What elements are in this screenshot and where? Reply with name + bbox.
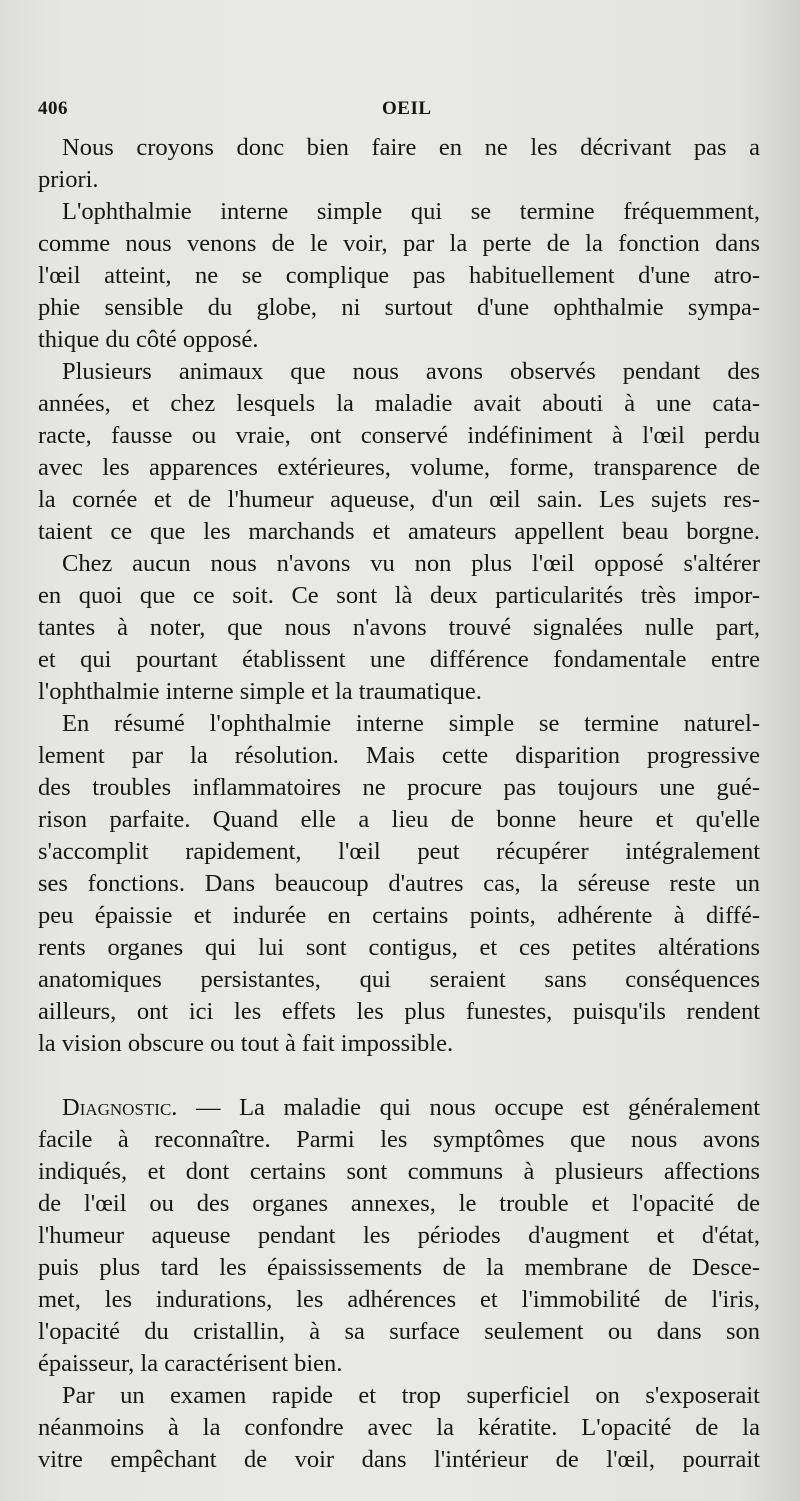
line-text: phie sensible du globe, ni surtout d'une ophthalmie sympa- xyxy=(38,294,760,321)
line-text: en quoi que ce soit. Ce sont là deux particularités très impor- xyxy=(38,582,760,609)
text-line xyxy=(38,516,760,548)
page-number: 406 xyxy=(38,98,68,119)
text-line xyxy=(38,1412,760,1444)
text-line xyxy=(38,388,760,420)
line-text: lement par la résolution. Mais cette disparition progressive xyxy=(38,742,760,769)
text-line xyxy=(38,1444,760,1476)
line-text: met, les indurations, les adhérences et l'immobilité de l'iris, xyxy=(38,1286,760,1313)
text-line xyxy=(38,1284,760,1316)
text-line xyxy=(38,1348,760,1380)
line-text: la cornée et de l'humeur aqueuse, d'un œil sain. Les sujets res- xyxy=(38,486,760,513)
line-text: Par un examen rapide et trop superficiel on s'exposerait xyxy=(62,1382,760,1409)
line-text: comme nous venons de le voir, par la perte de la fonction dans xyxy=(38,230,760,257)
text-line xyxy=(38,1380,760,1412)
text-line xyxy=(38,676,760,708)
text-line xyxy=(38,324,760,356)
paragraph xyxy=(38,196,760,356)
text-line xyxy=(38,228,760,260)
text-line xyxy=(38,708,760,740)
line-text: anatomiques persistantes, qui seraient sans conséquences xyxy=(38,966,760,993)
text-line xyxy=(38,420,760,452)
text-line xyxy=(38,1252,760,1284)
line-text: s'accomplit rapidement, l'œil peut récupérer intégralement xyxy=(38,838,760,865)
text-line xyxy=(38,996,760,1028)
text-line xyxy=(38,260,760,292)
line-text: peu épaissie et indurée en certains points, adhérente à diffé- xyxy=(38,902,760,929)
text-line xyxy=(38,1316,760,1348)
line-text: néanmoins à la confondre avec la kératite. L'opacité de la xyxy=(38,1414,760,1441)
page-body xyxy=(38,132,760,1476)
line-text: la vision obscure ou tout à fait impossible. xyxy=(38,1030,454,1057)
text-line xyxy=(38,1188,760,1220)
line-text: épaisseur, la caractérisent bien. xyxy=(38,1350,343,1377)
line-text: rents organes qui lui sont contigus, et ces petites altérations xyxy=(38,934,760,961)
running-head: OEIL xyxy=(382,98,432,119)
line-text: vitre empêchant de voir dans l'intérieur de l'œil, pourrait xyxy=(38,1446,760,1473)
text-line xyxy=(38,1124,760,1156)
text-line xyxy=(38,452,760,484)
text-line xyxy=(38,164,760,196)
text-line xyxy=(38,612,760,644)
paragraph xyxy=(38,548,760,708)
line-text: — La maladie qui nous occupe est généralement xyxy=(177,1094,760,1121)
line-text: ses fonctions. Dans beaucoup d'autres cas, la séreuse reste un xyxy=(38,870,760,897)
text-line xyxy=(38,932,760,964)
line-text: thique du côté opposé. xyxy=(38,326,259,353)
line-text: Plusieurs animaux que nous avons observés pendant des xyxy=(62,358,760,385)
text-line xyxy=(38,644,760,676)
text-line xyxy=(38,964,760,996)
line-text: Chez aucun nous n'avons vu non plus l'œil opposé s'altérer xyxy=(62,550,760,577)
line-text: ailleurs, ont ici les effets les plus funestes, puisqu'ils rendent xyxy=(38,998,760,1025)
line-text: avec les apparences extérieures, volume, forme, transparence de xyxy=(38,454,760,481)
line-text: priori. xyxy=(38,166,99,193)
line-text: indiqués, et dont certains sont communs à plusieurs affections xyxy=(38,1158,760,1185)
line-text: l'humeur aqueuse pendant les périodes d'augment et d'état, xyxy=(38,1222,760,1249)
paragraph xyxy=(38,356,760,548)
line-text: de l'œil ou des organes annexes, le trouble et l'opacité de xyxy=(38,1190,760,1217)
text-line xyxy=(38,900,760,932)
paragraph xyxy=(38,1380,760,1476)
line-text: l'opacité du cristallin, à sa surface seulement ou dans son xyxy=(38,1318,760,1345)
paragraph xyxy=(38,708,760,1060)
line-text: l'œil atteint, ne se complique pas habituellement d'une atro- xyxy=(38,262,760,289)
line-text: des troubles inflammatoires ne procure pas toujours une gué- xyxy=(38,774,760,801)
text-line xyxy=(38,1156,760,1188)
paragraph xyxy=(38,132,760,196)
text-line xyxy=(38,292,760,324)
text-line xyxy=(38,196,760,228)
text-line xyxy=(38,836,760,868)
line-text: racte, fausse ou vraie, ont conservé indéfiniment à l'œil perdu xyxy=(38,422,760,449)
line-text: l'ophthalmie interne simple et la traumatique. xyxy=(38,678,482,705)
text-line xyxy=(38,580,760,612)
paragraph xyxy=(38,1092,760,1380)
text-line xyxy=(38,804,760,836)
section-gap xyxy=(38,1060,760,1092)
page-header xyxy=(38,98,760,126)
text-line xyxy=(38,356,760,388)
text-line xyxy=(38,772,760,804)
line-text: facile à reconnaître. Parmi les symptômes que nous avons xyxy=(38,1126,760,1153)
section-heading: Diagnostic. xyxy=(62,1094,178,1121)
text-line xyxy=(38,868,760,900)
text-line xyxy=(38,548,760,580)
line-text: tantes à noter, que nous n'avons trouvé signalées nulle part, xyxy=(38,614,760,641)
line-text: L'ophthalmie interne simple qui se termine fréquemment, xyxy=(62,198,760,225)
line-text: En résumé l'ophthalmie interne simple se termine naturel- xyxy=(62,710,760,737)
text-line xyxy=(38,484,760,516)
line-text: taient ce que les marchands et amateurs appellent beau borgne. xyxy=(38,518,760,545)
line-text: Nous croyons donc bien faire en ne les décrivant pas a xyxy=(62,134,760,161)
text-line xyxy=(38,740,760,772)
line-text: puis plus tard les épaississements de la membrane de Desce- xyxy=(38,1254,760,1281)
text-line xyxy=(38,132,760,164)
text-line xyxy=(38,1028,760,1060)
line-text: et qui pourtant établissent une différence fondamentale entre xyxy=(38,646,760,673)
line-text: rison parfaite. Quand elle a lieu de bonne heure et qu'elle xyxy=(38,806,760,833)
text-line xyxy=(38,1092,760,1124)
line-text: années, et chez lesquels la maladie avait abouti à une cata- xyxy=(38,390,760,417)
text-line xyxy=(38,1220,760,1252)
